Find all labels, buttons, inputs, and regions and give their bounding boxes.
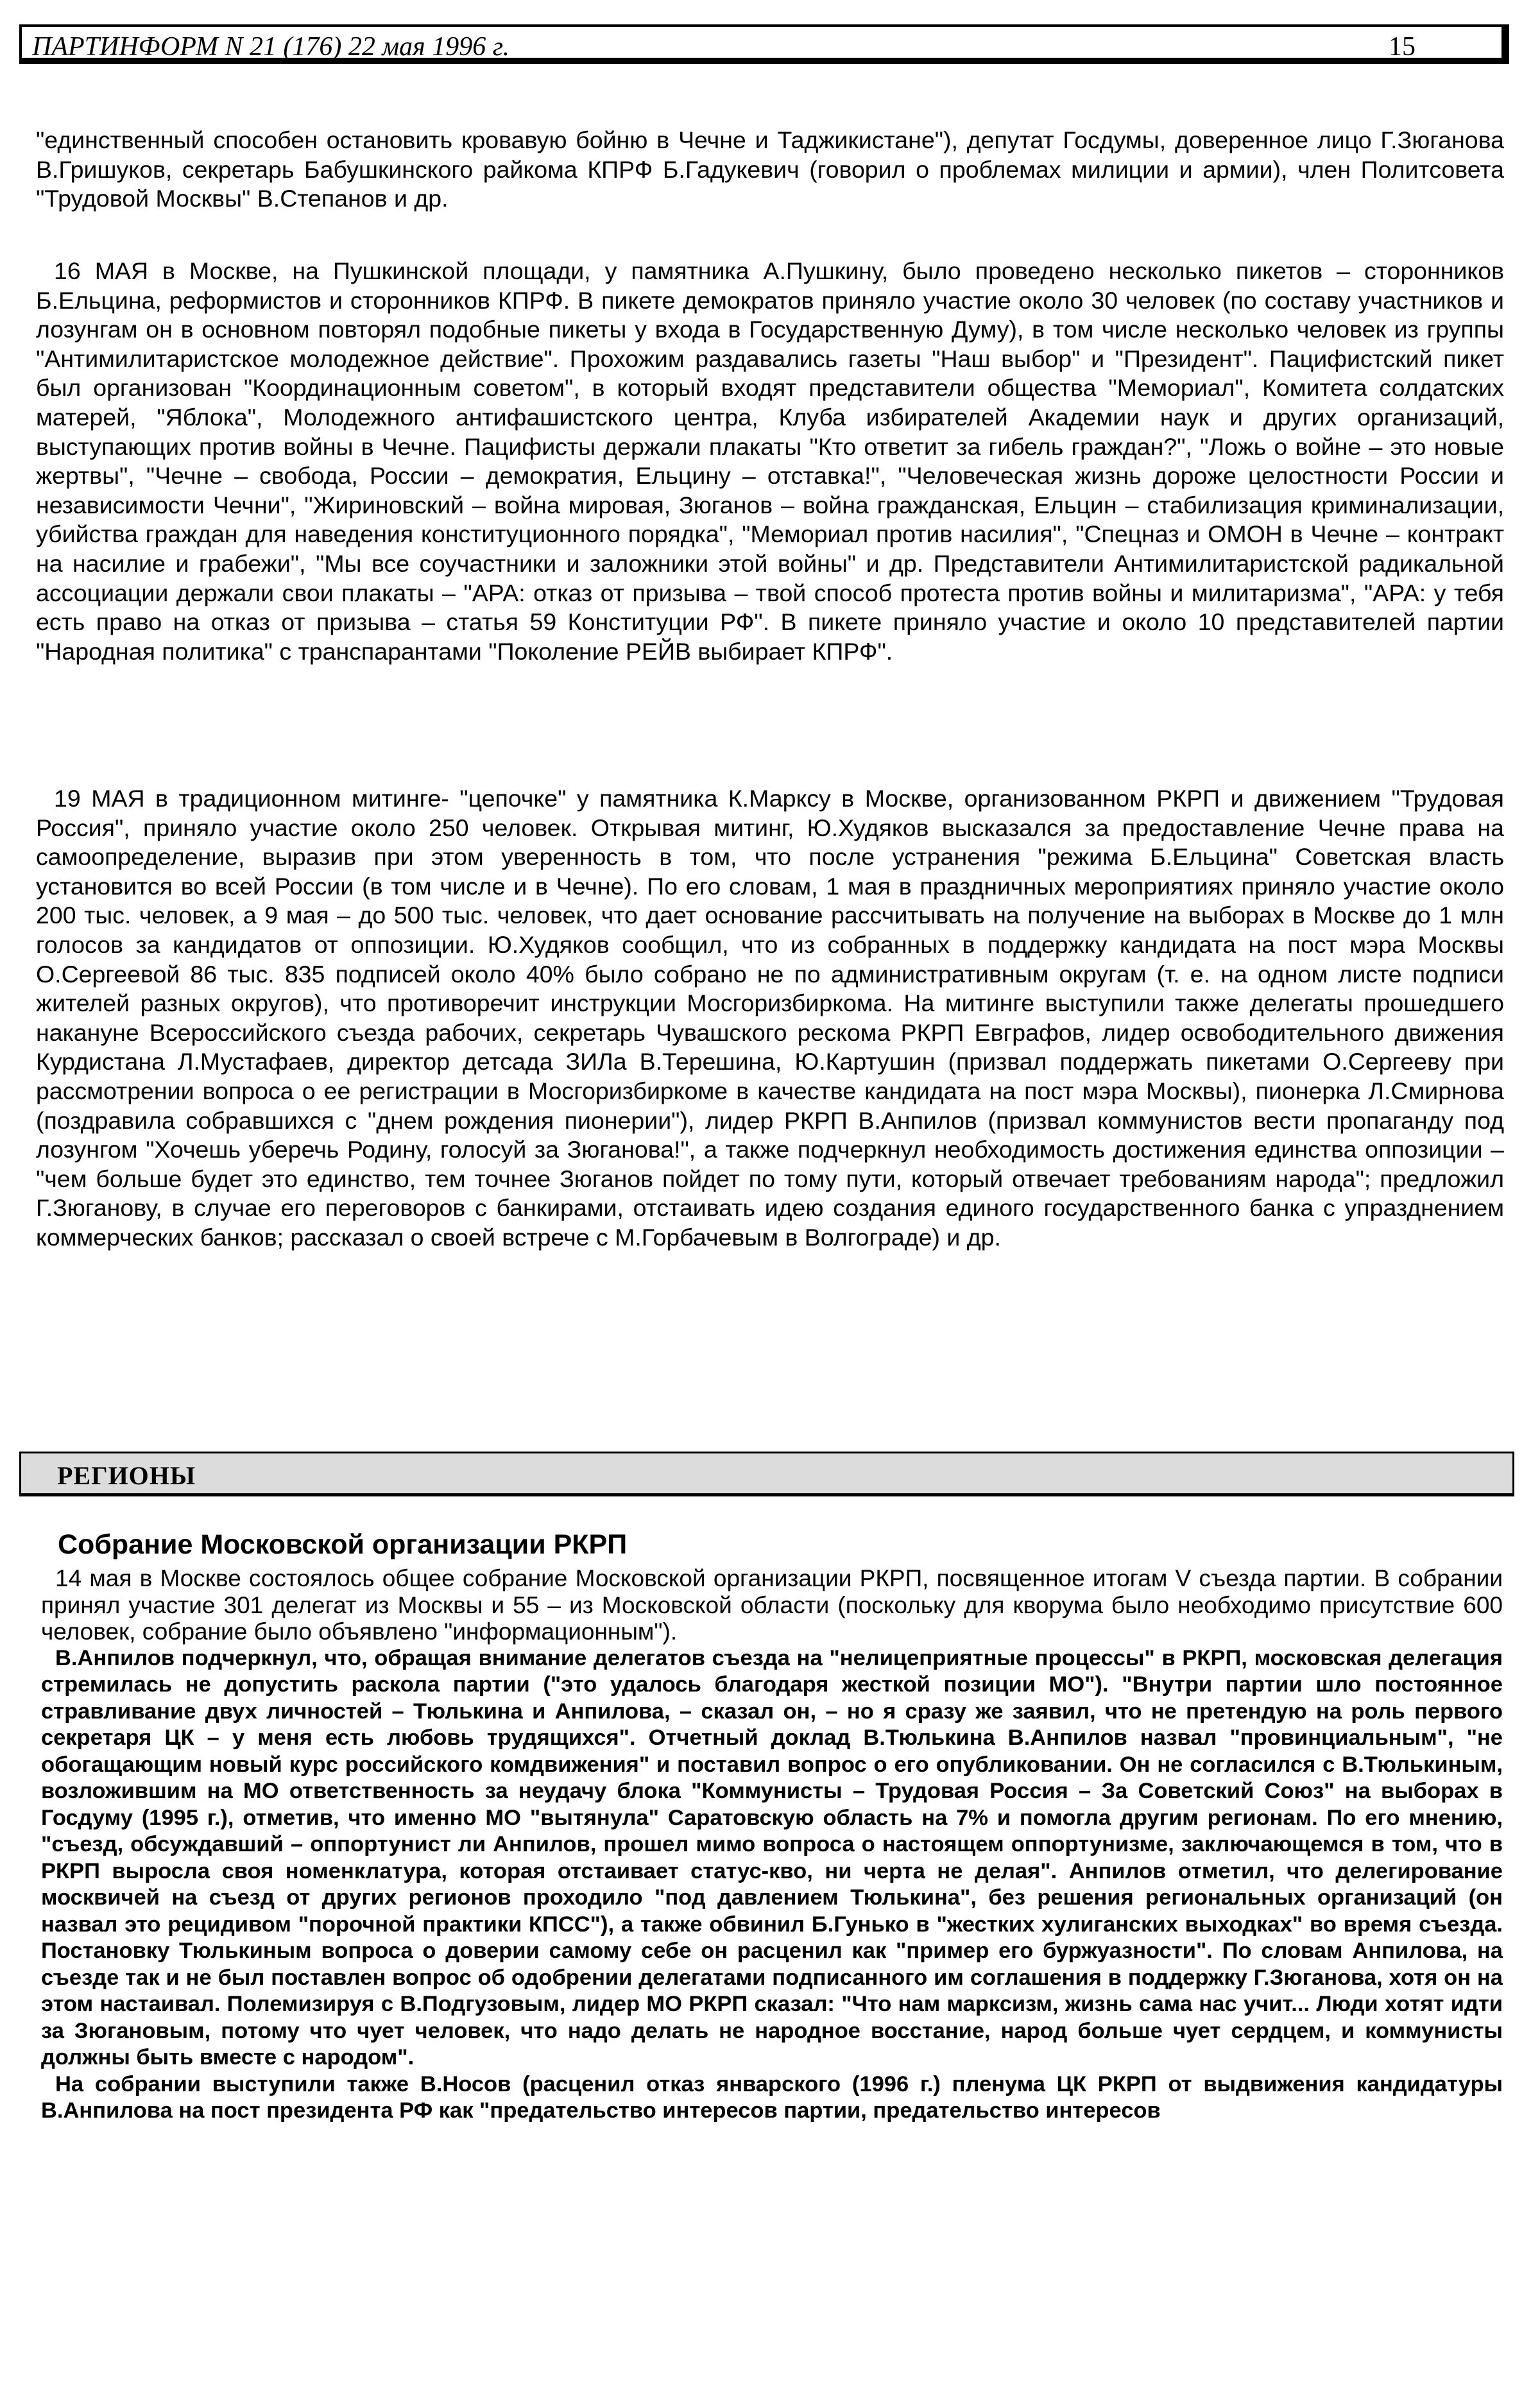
article-paragraph-1: 14 мая в Москве состоялось общее собрание Московской организации РКРП, посвященное итогам V съезда партии. В собрании принял участие 301 делегат из Москвы и 55 – из Московской области (поскольку для кворума было необходимо присутствие 600 человек, собрание было объявлено "информационным").	[41, 1565, 1503, 1645]
page-header	[19, 24, 1509, 64]
page-number: 15	[1389, 32, 1416, 62]
article-title: Собрание Московской организации РКРП	[58, 1529, 628, 1560]
article-paragraph-3: На собрании выступили также В.Носов (расценил отказ январского (1996 г.) пленума ЦК РКРП от выдвижения кандидатуры В.Анпилова на пост президента РФ как "предательство интересов партии, предательство интересов	[41, 2071, 1503, 2123]
paragraph-intro-text: "единственный способен остановить кровавую бойню в Чечне и Таджикистане"), депутат Госдумы, доверенное лицо Г.Зюганова В.Гришуков, секретарь Бабушкинского райкома КПРФ Б.Гадукевич (говорил о проблемах милиции и армии), член Политсовета "Трудовой Москвы" В.Степанов и др.	[36, 126, 1504, 212]
paragraph-may-16-text: 16 МАЯ в Москве, на Пушкинской площади, у памятника А.Пушкину, было проведено несколько пикетов – сторонников Б.Ельцина, реформистов и сторонников КПРФ. В пикете демократов приняло участие около 30 человек (по составу участников и лозунгам он в основном повторял подобные пикеты у входа в Государственную Думу), в том числе несколько человек из группы "Антимилитаристское молодежное действие". Прохожим раздавались газеты "Наш выбор" и "Президент". Пацифистский пикет был организован "Координационным советом", в который входят представители общества "Мемориал", Комитета солдатских матерей, "Яблока", Молодежного антифашистского центра, Клуба избирателей Академии наук и других организаций, выступающих против войны в Чечне. Пацифисты держали плакаты "Кто ответит за гибель граждан?", "Ложь о войне – это новые жертвы", "Чечне – свобода, России – демократия, Ельцину – отставка!", "Человеческая жизнь дороже целостности России и независимости Чечни", "Жириновский – война мировая, Зюганов – война гражданская, Ельцин – стабилизация криминализации, убийства граждан для наведения конституционного порядка", "Мемориал против насилия", "Спецназ и ОМОН в Чечне – контракт на насилие и грабежи", "Мы все соучастники и заложники этой войны" и др. Представители Антимилитаристской радикальной ассоциации держали свои плакаты – "АРА: отказ от призыва – твой способ протеста против войны и милитаризма", "АРА: у тебя есть право на отказ от призыва – статья 59 Конституции РФ". В пикете приняло участие и около 10 представителей партии "Народная политика" с транспарантами "Поколение РЕЙВ выбирает КПРФ".	[36, 257, 1504, 665]
paragraph-intro	[36, 126, 1504, 214]
publication-title: ПАРТИНФОРМ N 21 (176) 22 мая 1996 г.	[32, 32, 510, 62]
article-body	[41, 1565, 1503, 2125]
section-header-regions	[19, 1452, 1514, 1496]
article-paragraph-2: В.Анпилов подчеркнул, что, обращая внимание делегатов съезда на "нелицеприятные процессы" в РКРП, московская делегация стремилась не допустить раскола партии ("это удалось благодаря жесткой позиции МО"). "Внутри партии шло постоянное стравливание двух личностей – Тюлькина и Анпилова, – сказал он, – но я сразу же заявил, что не претендую на роль первого секретаря ЦК – у меня есть любовь трудящихся". Отчетный доклад В.Тюлькина В.Анпилов назвал "провинциальным", "не обогащающим новый курс российского комдвижения" и поставил вопрос о его опубликовании. Он не согласился с В.Тюлькиным, возложившим на МО ответственность за неудачу блока "Коммунисты – Трудовая Россия – За Советский Союз" на выборах в Госдуму (1995 г.), отметив, что именно МО "вытянула" Саратовскую область на 7% и помогла другим регионам. По его мнению, "съезд, обсуждавший – оппортунист ли Анпилов, прошел мимо вопроса о настоящем оппортунизме, заключающемся в том, что в РКРП выросла своя номенклатура, которая отстаивает статус-кво, ни черта не делая". Анпилов отметил, что делегирование москвичей на съезд от других регионов проходило "под давлением Тюлькина", без решения региональных организаций (он назвал это рецидивом "порочной практики КПСС"), а также обвинил Б.Гунько в "жестких хулиганских выходках" во время съезда. Постановку Тюлькиным вопроса о доверии самому себе он расценил как "пример его буржуазности". По словам Анпилова, на съезде так и не был поставлен вопрос об одобрении делегатами подписанного им соглашения в поддержку Г.Зюганова, хотя он на этом настаивал. Полемизируя с В.Подгузовым, лидер МО РКРП сказал: "Что нам марксизм, жизнь сама нас учит... Люди хотят идти за Зюгановым, потому что чует человек, что надо делать не народное восстание, народ больше чует сердцем, и коммунисты должны быть вместе с народом".	[41, 1645, 1503, 2069]
paragraph-may-19-text: 19 МАЯ в традиционном митинге- "цепочке" у памятника К.Марксу в Москве, организованном РКРП и движением "Трудовая Россия", приняло участие около 250 человек. Открывая митинг, Ю.Худяков высказался за предоставление Чечне права на самоопределение, выразив при этом уверенность в том, что после устранения "режима Б.Ельцина" Советская власть установится во всей России (в том числе и в Чечне). По его словам, 1 мая в праздничных мероприятиях приняло участие около 200 тыс. человек, а 9 мая – до 500 тыс. человек, что дает основание рассчитывать на получение на выборах в Москве до 1 млн голосов за кандидатов от оппозиции. Ю.Худяков сообщил, что из собранных в поддержку кандидата на пост мэра Москвы О.Сергеевой 86 тыс. 835 подписей около 40% было собрано не по административным округам (т. е. на одном листе подписи жителей разных округов), что противоречит инструкции Мосгоризбиркома. На митинге выступили также делегаты прошедшего накануне Всероссийского съезда рабочих, секретарь Чувашского рескома РКРП Евграфов, лидер освободительного движения Курдистана Л.Мустафаев, директор детсада ЗИЛа В.Терешина, Ю.Картушин (призвал поддержать пикетами О.Сергееву при рассмотрении вопроса о ее регистрации в Мосгоризбиркоме в качестве кандидата на пост мэра Москвы), пионерка Л.Смирнова (поздравила собравшихся с "днем рождения пионерии"), лидер РКРП В.Анпилов (призвал коммунистов вести пропаганду под лозунгом "Хочешь уберечь Родину, голосуй за Зюганова!", а также подчеркнул необходимость достижения единства оппозиции – "чем больше будет это единство, тем точнее Зюганов пойдет по тому пути, который отвечает требованиям народа"; предложил Г.Зюганову, в случае его переговоров с банкирами, отстаивать идею создания единого государственного банка с упразднением коммерческих банков; рассказал о своей встрече с М.Горбачевым в Волгограде) и др.	[36, 785, 1504, 1251]
section-title: РЕГИОНЫ	[57, 1461, 196, 1490]
paragraph-may-19	[36, 784, 1504, 1253]
paragraph-may-16	[36, 257, 1504, 666]
